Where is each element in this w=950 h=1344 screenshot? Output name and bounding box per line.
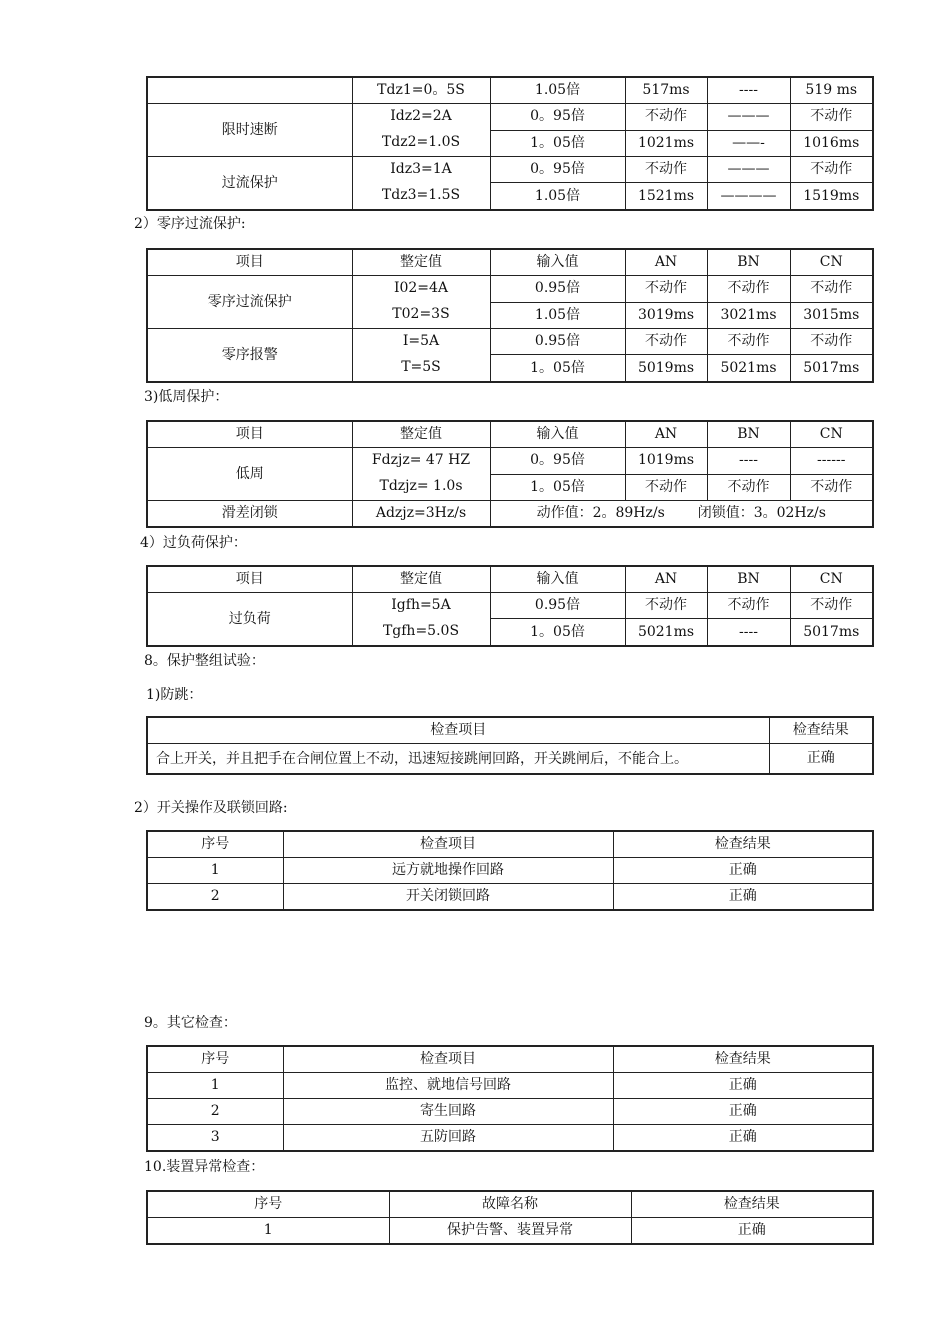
section-heading-device-anomaly: 10.装置异常检查： [144,1159,265,1175]
table-header-row [147,717,873,744]
check-item-cell: 五防回路 [283,1125,613,1152]
header-an: AN [625,249,707,276]
cn-cell: 不动作 [790,329,873,355]
check-item-cell: 寄生回路 [283,1099,613,1125]
cn-cell: 519 ms [790,77,873,104]
switch-operation-table [146,830,872,911]
setting-current: Idz3=1A [390,161,452,177]
low-frequency-table [146,420,872,528]
an-cell: 不动作 [625,104,707,131]
an-cell: 不动作 [625,474,707,501]
bn-cell: ——— [707,157,790,183]
check-result-cell: 正确 [613,884,873,911]
input-cell: 1.05倍 [490,77,625,104]
device-anomaly-table [146,1190,872,1245]
setting-time: Tgfh=5.0S [382,623,460,639]
index-cell: 3 [147,1125,283,1152]
header-setting: 整定值 [352,421,490,448]
an-cell: 1021ms [625,130,707,157]
input-cell: 1。05倍 [490,355,625,382]
setting-current: Igfh=5A [391,597,451,613]
item-cell [147,77,352,104]
input-cell: 1.05倍 [490,302,625,329]
check-item-cell: 监控、就地信号回路 [283,1073,613,1099]
zero-sequence-table [146,248,872,383]
check-item-cell: 合上开关，并且把手在合闸位置上不动，迅速短接跳闸回路，开关跳闸后，不能合上。 [147,744,769,775]
header-an: AN [625,421,707,448]
bn-cell: ---- [707,77,790,104]
setting-cell: Adzjz=3Hz/s [352,501,490,528]
bn-cell: 5021ms [707,355,790,382]
header-check-result: 检查结果 [613,1046,873,1073]
header-an: AN [625,566,707,593]
table-header-row [147,831,873,858]
input-cell: 0.95倍 [490,593,625,619]
table-header-row [147,1046,873,1073]
cn-cell: ------ [790,448,873,475]
index-cell: 2 [147,1099,283,1125]
header-fault-name: 故障名称 [389,1191,631,1218]
input-cell: 0。95倍 [490,104,625,131]
input-cell: 0。95倍 [490,157,625,183]
anti-jump-table [146,716,872,775]
header-cn: CN [790,249,873,276]
item-cell: 限时速断 [147,104,352,157]
input-cell: 1。05倍 [490,619,625,646]
an-cell: 不动作 [625,593,707,619]
header-check-result: 检查结果 [613,831,873,858]
setting-time: Tdz3=1.5S [381,187,461,203]
bn-cell: ——— [707,104,790,131]
lock-value: 闭锁值：3。02Hz/s [697,505,826,521]
bn-cell: ---- [707,619,790,646]
bn-cell: 不动作 [707,593,790,619]
check-result-cell: 正确 [613,1125,873,1152]
header-setting: 整定值 [352,249,490,276]
header-check-item: 检查项目 [283,1046,613,1073]
cn-cell: 不动作 [790,104,873,131]
section-heading-low-frequency: 3)低周保护： [144,389,229,405]
table-header-row [147,421,873,448]
input-cell: 0.95倍 [490,329,625,355]
setting-current: Idz2=2A [390,108,452,124]
fault-name-cell: 保护告警、装置异常 [389,1218,631,1245]
header-index: 序号 [147,1191,389,1218]
table-row [147,157,873,183]
header-check-item: 检查项目 [147,717,769,744]
input-cell: 0.95倍 [490,276,625,303]
header-bn: BN [707,566,790,593]
item-cell: 零序过流保护 [147,276,352,329]
setting-cell [352,593,490,647]
input-cell: 0。95倍 [490,448,625,475]
header-check-result: 检查结果 [631,1191,873,1218]
table-row [147,593,873,619]
table-row [147,501,873,528]
an-cell: 3019ms [625,302,707,329]
other-checks-table [146,1045,872,1152]
header-check-result: 检查结果 [769,717,873,744]
header-setting: 整定值 [352,566,490,593]
setting-current: I=5A [402,333,440,349]
table-row [147,1125,873,1152]
setting-cell [352,104,490,157]
header-item: 项目 [147,421,352,448]
check-item-cell: 远方就地操作回路 [283,858,613,884]
setting-current: I02=4A [393,280,449,296]
cn-cell: 1519ms [790,183,873,210]
protection-table-continued [146,76,872,211]
setting-time: Tdz2=1.0S [381,134,461,150]
cn-cell: 5017ms [790,619,873,646]
table-row [147,104,873,131]
header-bn: BN [707,421,790,448]
setting-cell [352,276,490,329]
table-header-row [147,249,873,276]
header-input: 输入值 [490,421,625,448]
index-cell: 1 [147,1218,389,1245]
setting-time: T02=3S [392,306,450,322]
index-cell: 1 [147,858,283,884]
bn-cell: ———— [707,183,790,210]
header-index: 序号 [147,831,283,858]
cn-cell: 不动作 [790,474,873,501]
item-cell: 零序报警 [147,329,352,383]
cn-cell: 1016ms [790,130,873,157]
bn-cell: 不动作 [707,474,790,501]
cn-cell: 不动作 [790,276,873,303]
check-result-cell: 正确 [613,858,873,884]
an-cell: 不动作 [625,157,707,183]
header-input: 输入值 [490,249,625,276]
check-result-cell: 正确 [613,1099,873,1125]
table-row [147,858,873,884]
header-item: 项目 [147,249,352,276]
cn-cell: 不动作 [790,157,873,183]
table-row [147,329,873,355]
bn-cell: 3021ms [707,302,790,329]
bn-cell: ——- [707,130,790,157]
section-heading-switch-operation: 2）开关操作及联锁回路: [134,800,288,816]
an-cell: 5021ms [625,619,707,646]
item-cell: 滑差闭锁 [147,501,352,528]
header-input: 输入值 [490,566,625,593]
bn-cell: 不动作 [707,276,790,303]
cn-cell: 不动作 [790,593,873,619]
table-row [147,1218,873,1245]
an-cell: 1019ms [625,448,707,475]
table-row [147,744,873,775]
setting-time: T=5S [401,359,441,375]
setting-frequency: Fdzjz= 47 HZ [371,452,471,468]
table-row [147,448,873,475]
an-cell: 5019ms [625,355,707,382]
header-check-item: 检查项目 [283,831,613,858]
setting-time: Tdzjz= 1.0s [379,478,463,494]
header-bn: BN [707,249,790,276]
header-cn: CN [790,566,873,593]
cn-cell: 3015ms [790,302,873,329]
setting-cell [352,329,490,383]
overload-table [146,565,872,647]
header-index: 序号 [147,1046,283,1073]
check-result-cell: 正确 [631,1218,873,1245]
header-cn: CN [790,421,873,448]
table-header-row [147,1191,873,1218]
index-cell: 1 [147,1073,283,1099]
section-heading-anti-jump: 1)防跳： [146,687,203,703]
header-item: 项目 [147,566,352,593]
check-result-cell: 正确 [769,744,873,775]
input-cell: 1.05倍 [490,183,625,210]
an-cell: 不动作 [625,276,707,303]
table-row [147,276,873,303]
section-heading-other-checks: 9。其它检查： [144,1015,237,1031]
an-cell: 不动作 [625,329,707,355]
section-heading-zero-sequence: 2）零序过流保护: [134,216,246,232]
setting-cell [352,157,490,211]
index-cell: 2 [147,884,283,911]
input-cell: 1。05倍 [490,130,625,157]
table-row [147,1073,873,1099]
item-cell: 低周 [147,448,352,501]
setting-cell [352,448,490,501]
cn-cell: 5017ms [790,355,873,382]
section-heading-overload: 4）过负荷保护： [140,535,247,551]
section-heading-group-test: 8。保护整组试验： [144,653,265,669]
action-value: 动作值：2。89Hz/s [536,505,665,521]
setting-cell: Tdz1=0。5S [352,77,490,104]
bn-cell: ---- [707,448,790,475]
item-cell: 过流保护 [147,157,352,211]
table-row [147,1099,873,1125]
table-row [147,77,873,104]
table-header-row [147,566,873,593]
an-cell: 1521ms [625,183,707,210]
slip-result-cell [490,501,873,528]
an-cell: 517ms [625,77,707,104]
input-cell: 1。05倍 [490,474,625,501]
check-result-cell: 正确 [613,1073,873,1099]
item-cell: 过负荷 [147,593,352,647]
check-item-cell: 开关闭锁回路 [283,884,613,911]
bn-cell: 不动作 [707,329,790,355]
table-row [147,884,873,911]
